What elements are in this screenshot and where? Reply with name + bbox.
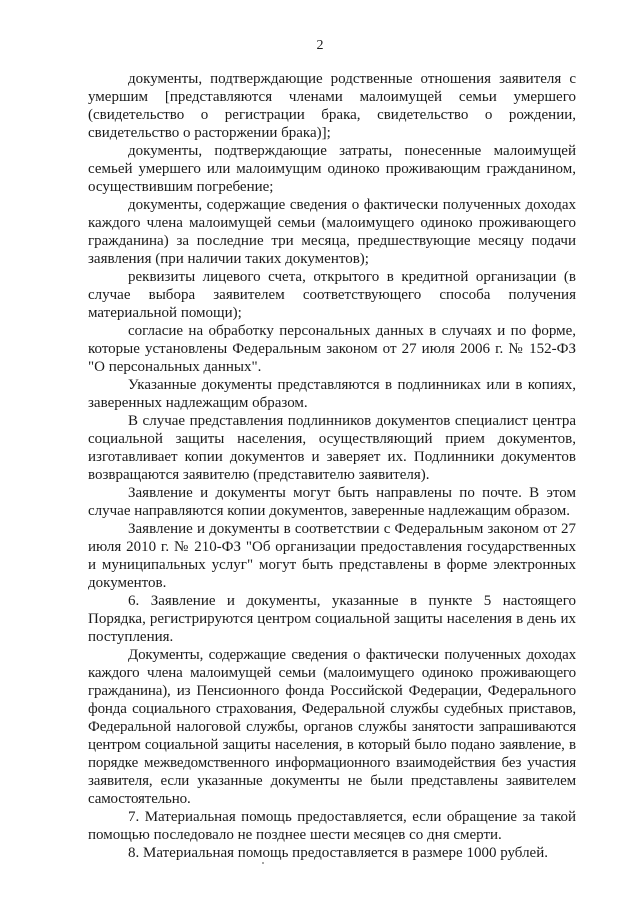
paragraph-item-6-registration: 6. Заявление и документы, указанные в пункте 5 настоящего Порядка, регистрируются центром социальной защиты населения в день их поступления. xyxy=(88,593,576,645)
paragraph-postal-submission: Заявление и документы могут быть направлены по почте. В этом случае направляются копии документов, заверенные надлежащим образом. xyxy=(88,485,576,519)
paragraph-item-7-deadline: 7. Материальная помощь предоставляется, если обращение за такой помощью последовало не позднее шести месяцев со дня смерти. xyxy=(88,809,576,843)
document-body xyxy=(88,70,576,862)
paragraph-originals-or-copies: Указанные документы представляются в подлинниках или в копиях, заверенных надлежащим образом. xyxy=(88,377,576,411)
paragraph-expense-documents: документы, подтверждающие затраты, понесенные малоимущей семьей умершего или малоимущим одиноко проживающим гражданином, осуществившим погребение; xyxy=(88,143,576,195)
paragraph-interagency-requests: Документы, содержащие сведения о фактически полученных доходах каждого члена малоимущей семьи (малоимущего одиноко проживающего гражданина), из Пенсионного фонда Российской Федерации, Федерального фонда социального страхования, Федеральной службы судебных приставов, Федеральной налоговой службы, органов службы занятости запрашиваются центром социальной защиты населения, в который было подано заявление, в порядке межведомственного информационного взаимодействия без участия заявителя, если указанные документы не были представлены заявителем самостоятельно. xyxy=(88,647,576,807)
page-number: 2 xyxy=(316,38,324,53)
paragraph-original-documents-handling: В случае представления подлинников документов специалист центра социальной защиты населения, осуществляющий прием документов, изготавливает копии документов и заверяет их. Подлинники документов возвращаются заявителю (представителю заявителя). xyxy=(88,413,576,483)
paragraph-bank-account-details: реквизиты лицевого счета, открытого в кредитной организации (в случае выбора заявителем соответствующего способа получения материальной помощи); xyxy=(88,269,576,321)
paragraph-kinship-documents: документы, подтверждающие родственные отношения заявителя с умершим [представляются членами малоимущей семьи умершего (свидетельство о регистрации брака, свидетельство о рождении, свидетельство о расторжении брака)]; xyxy=(88,71,576,141)
paragraph-personal-data-consent: согласие на обработку персональных данных в случаях и по форме, которые установлены Федеральным законом от 27 июля 2006 г. № 152-ФЗ "О персональных данных". xyxy=(88,323,576,375)
paragraph-electronic-submission: Заявление и документы в соответствии с Федеральным законом от 27 июля 2010 г. № 210-ФЗ "Об организации предоставления государственных и муниципальных услуг" могут быть представлены в форме электронных документов. xyxy=(88,521,576,591)
paragraph-item-8-amount: 8. Материальная помощь предоставляется в размере 1000 рублей. xyxy=(128,845,548,861)
paragraph-income-documents: документы, содержащие сведения о фактически полученных доходах каждого члена малоимущей семьи (малоимущего одиноко проживающего гражданина) за последние три месяца, предшествующие месяцу подачи заявления (при наличии таких документов); xyxy=(88,197,576,267)
scan-speck xyxy=(262,862,264,864)
